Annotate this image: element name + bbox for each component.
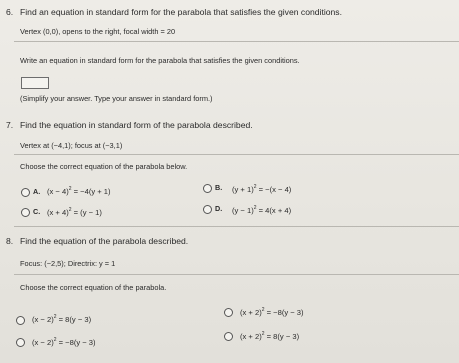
q7-option-b-letter: B. bbox=[215, 183, 223, 192]
q7-number: 7. bbox=[6, 120, 14, 130]
q7-option-d-letter: D. bbox=[215, 204, 223, 213]
q8-option-3-equation: $(x - 2)^2 = -8(y - 3)$ bbox=[32, 337, 96, 347]
q7-instruction: Choose the correct equation of the parabola below. bbox=[20, 162, 188, 171]
q6-prompt: Find an equation in standard form for the parabola that satisfies the given conditions. bbox=[20, 7, 342, 17]
q6-instruction: Write an equation in standard form for the parabola that satisfies the given conditions. bbox=[20, 56, 300, 65]
q8-instruction: Choose the correct equation of the parabola. bbox=[20, 283, 167, 292]
q8-option-1-radio[interactable] bbox=[16, 316, 25, 325]
q6-note: (Simplify your answer. Type your answer in standard form.) bbox=[20, 94, 213, 103]
q8-option-4-equation: $(x + 2)^2 = 8(y - 3)$ bbox=[240, 331, 300, 341]
q6-given: Vertex (0,0), opens to the right, focal width = 20 bbox=[20, 27, 176, 36]
q7-prompt: Find the equation in standard form of the parabola described. bbox=[20, 120, 253, 130]
q6-answer-input[interactable] bbox=[21, 77, 49, 89]
divider bbox=[14, 226, 459, 227]
q7-option-c-radio[interactable] bbox=[21, 208, 30, 217]
q8-given: Focus: (−2,5); Directrix: y = 1 bbox=[20, 259, 116, 268]
q7-option-d-radio[interactable] bbox=[203, 205, 212, 214]
q8-option-2-radio[interactable] bbox=[224, 308, 233, 317]
q8-prompt: Find the equation of the parabola described. bbox=[20, 236, 189, 246]
divider bbox=[14, 41, 459, 42]
q7-option-c-equation: $(x + 4)^2 = (y - 1)$ bbox=[47, 207, 102, 217]
q7-option-b-equation: $(y + 1)^2 = -(x - 4)$ bbox=[232, 184, 292, 194]
q7-option-c-letter: C. bbox=[33, 207, 41, 216]
q7-option-a-letter: A. bbox=[33, 187, 41, 196]
q7-option-a-equation: $(x - 4)^2 = -4(y + 1)$ bbox=[47, 186, 111, 196]
q8-option-2-equation: $(x + 2)^2 = -8(y - 3)$ bbox=[240, 307, 304, 317]
q8-option-1-equation: $(x - 2)^2 = 8(y - 3)$ bbox=[32, 314, 92, 324]
q8-option-3-radio[interactable] bbox=[16, 338, 25, 347]
q8-number: 8. bbox=[6, 236, 14, 246]
q7-option-a-radio[interactable] bbox=[21, 188, 30, 197]
divider bbox=[14, 154, 459, 155]
q7-given: Vertex at (−4,1); focus at (−3,1) bbox=[20, 141, 123, 150]
q7-option-b-radio[interactable] bbox=[203, 184, 212, 193]
q7-option-d-equation: $(y - 1)^2 = 4(x + 4)$ bbox=[232, 205, 292, 215]
q6-number: 6. bbox=[6, 7, 14, 17]
q8-option-4-radio[interactable] bbox=[224, 332, 233, 341]
divider bbox=[14, 274, 459, 275]
